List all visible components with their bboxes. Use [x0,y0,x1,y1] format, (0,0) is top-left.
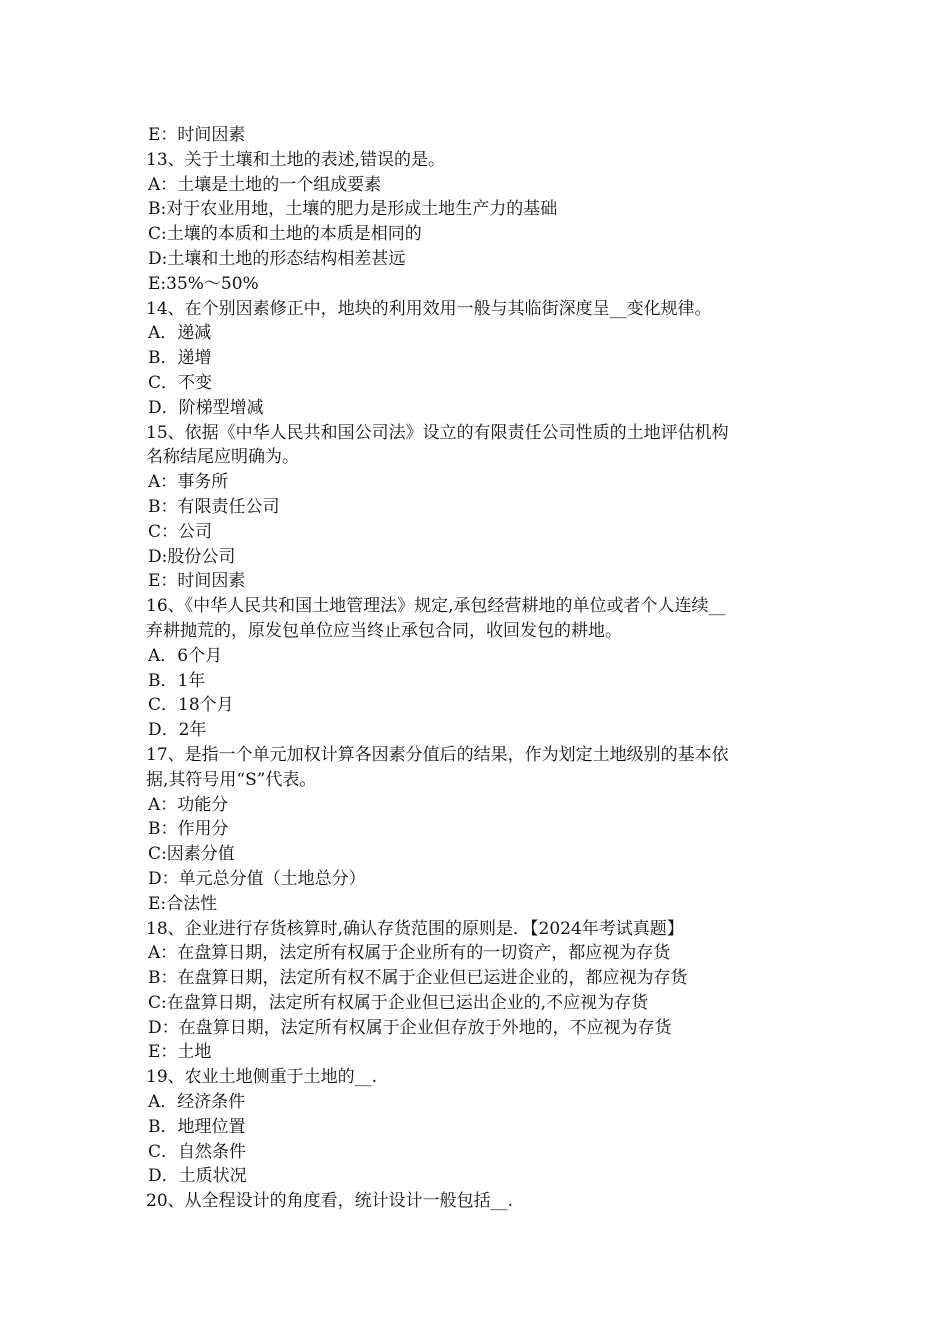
answer-option: D：在盘算日期，法定所有权属于企业但存放于外地的，不应视为存货 [148,1017,672,1038]
answer-option: D．2年 [148,720,207,741]
answer-option: C:在盘算日期，法定所有权属于企业但已运出企业的,不应视为存货 [148,992,649,1013]
answer-option: D：单元总分值（土地总分） [148,868,366,889]
question-text: 14、在个别因素修正中，地块的利用效用一般与其临街深度呈__变化规律。 [146,298,712,319]
answer-option: A：功能分 [148,794,229,815]
answer-option: A．6个月 [148,645,223,666]
answer-option: B．地理位置 [148,1116,246,1137]
answer-option: C：公司 [148,521,213,542]
question-text: 13、关于土壤和土地的表述,错误的是。 [146,149,446,170]
answer-option: E：时间因素 [148,571,246,592]
answer-option: B．递增 [148,348,212,369]
answer-option: C．18个月 [148,695,234,716]
answer-option: C:因素分值 [148,844,235,865]
answer-option: A：在盘算日期，法定所有权属于企业所有的一切资产，都应视为存货 [148,943,671,964]
question-text: 18、企业进行存货核算时,确认存货范围的原则是．【2024年考试真题】 [146,918,684,939]
answer-option: E:合法性 [148,893,218,914]
question-text: 弃耕抛荒的，原发包单位应当终止承包合同，收回发包的耕地。 [146,620,622,641]
question-text: 据,其符号用“S”代表。 [146,769,317,790]
answer-option: E:35%～50% [148,273,259,294]
answer-option: A．经济条件 [148,1092,246,1113]
answer-option: B：作用分 [148,819,229,840]
question-text: 15、依据《中华人民共和国公司法》设立的有限责任公司性质的土地评估机构 [146,422,729,443]
question-text: 20、从全程设计的角度看，统计设计一般包括__. [146,1191,514,1212]
answer-option: E：时间因素 [148,125,246,145]
answer-option: C．不变 [148,372,213,393]
question-text: 16、《中华人民共和国土地管理法》规定,承包经营耕地的单位或者个人连续__ [146,596,726,617]
answer-option: D．阶梯型增减 [148,397,264,418]
answer-option: E：土地 [148,1042,212,1063]
answer-option: D:土壤和土地的形态结构相差甚远 [148,248,406,269]
answer-option: A：土壤是土地的一个组成要素 [148,174,382,195]
answer-option: C:土壤的本质和土地的本质是相同的 [148,224,422,245]
answer-option: B：在盘算日期，法定所有权不属于企业但已运进企业的，都应视为存货 [148,968,688,989]
answer-option: D:股份公司 [148,546,236,567]
answer-option: D．土质状况 [148,1166,247,1187]
answer-option: B:对于农业用地，土壤的肥力是形成土地生产力的基础 [148,199,558,220]
answer-option: A：事务所 [148,472,229,493]
question-text: 名称结尾应明确为。 [146,447,299,468]
answer-option: C．自然条件 [148,1141,247,1162]
answer-option: A．递减 [148,323,212,344]
document-page [146,123,816,1214]
question-text: 19、农业土地侧重于土地的__. [146,1067,378,1088]
question-text: 17、是指一个单元加权计算各因素分值后的结果，作为划定土地级别的基本依 [146,744,729,765]
answer-option: B．1年 [148,670,206,691]
answer-option: B：有限责任公司 [148,496,280,517]
